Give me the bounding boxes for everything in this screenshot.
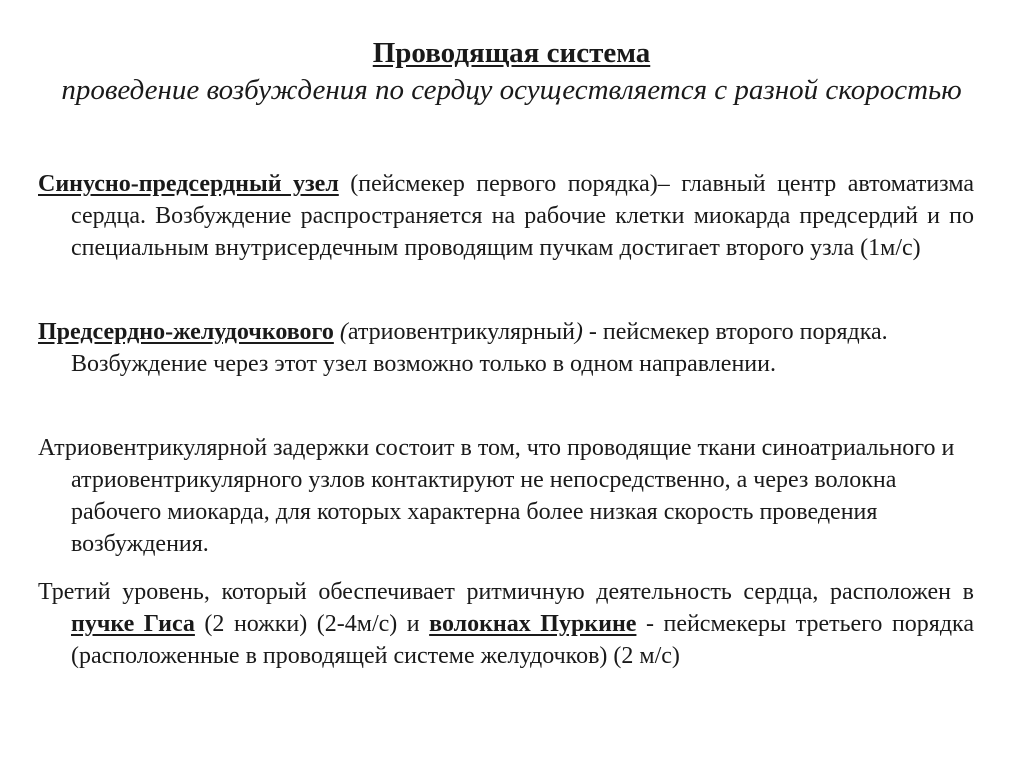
paren-open: (	[339, 319, 348, 345]
paragraph-sinoatrial-node	[38, 168, 974, 264]
term-sinoatrial-node: Синусно-предсердный узел	[38, 171, 339, 197]
paragraph-text: Третий уровень, который обеспечивает ритмичную деятельность сердца, расположен в	[38, 579, 974, 605]
paragraph-text: (2 ножки) (2-4м/с) и	[194, 611, 430, 637]
paragraph-third-level	[38, 576, 974, 672]
term-purkinje-fibers: волокнах Пуркине	[429, 611, 637, 637]
slide-subtitle: проведение возбуждения по сердцу осуществляется с разной скоростью	[61, 74, 962, 106]
term-av-node: Предсердно-желудочкового	[38, 319, 334, 345]
term-bundle-of-his: пучке Гиса	[71, 611, 195, 637]
paragraph-text: (пейсмекер первого порядка)– главный центр автоматизма сердца. Возбуждение распространяется на рабочие клетки миокарда предсердий и по специальным внутрисердечным проводящим пучкам достигает второго узла (1м/с)	[71, 171, 974, 261]
paren-text: атриовентрикулярный	[347, 319, 575, 345]
paragraph-av-delay: Атриовентрикулярной задержки состоит в том, что проводящие ткани синоатриального и атриовентрикулярного узлов контактируют не непосредственно, а через волокна рабочего миокарда, для которых характерна более низкая скорость проведения возбуждения.	[38, 435, 955, 557]
paragraph-av-node	[38, 316, 974, 380]
paragraph-text: - пейсмекеры третьего порядка (расположенные в проводящей системе желудочков) (2 м/с)	[71, 611, 974, 669]
slide-title: Проводящая система	[372, 37, 651, 69]
paragraph-text: - пейсмекер второго порядка. Возбуждение через этот узел возможно только в одном направлении.	[71, 319, 888, 377]
paren-close: )	[574, 319, 583, 345]
